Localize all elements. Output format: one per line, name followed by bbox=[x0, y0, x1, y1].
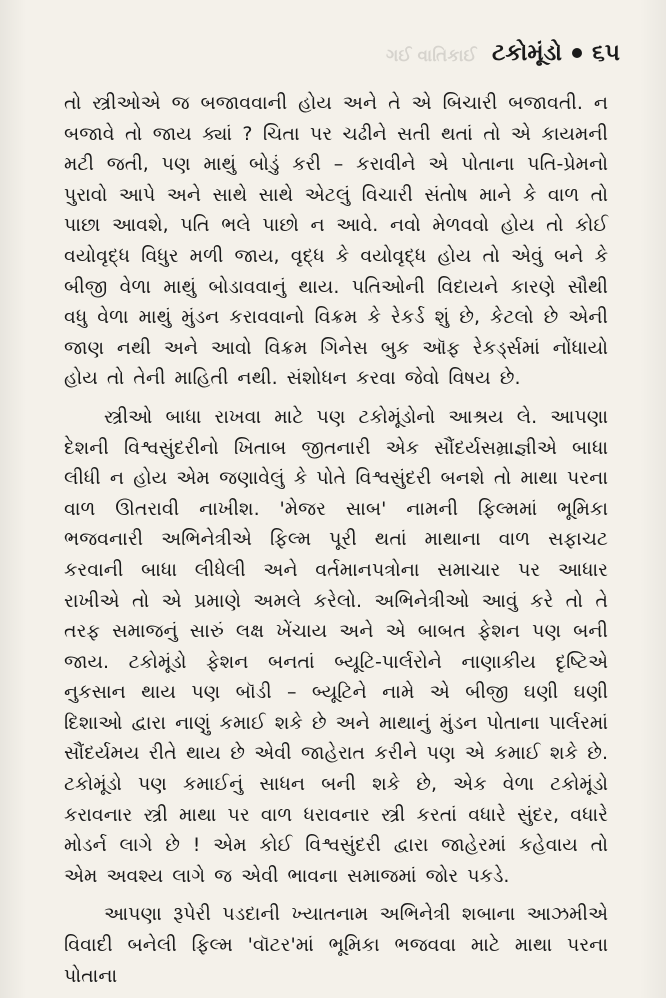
running-header bbox=[492, 40, 620, 66]
paragraph-1: તો સ્ત્રીઓએ જ બજાવવાની હોય અને તે એ બિચારી બજાવતી. ન બજાવે તો જાય ક્યાં ? ચિતા પર ચઢીને સતી થતાં તો એ કાયમની મટી જતી, પણ માથું બોડું કરી – કરાવીને એ પોતાના પતિ-પ્રેમનો પુરાવો આપે અને સાથે સાથે એટલું વિચારી સંતોષ માને કે વાળ તો પાછા આવશે, પતિ ભલે પાછો ન આવે. નવો મેળવવો હોય તો કોઈ વયોવૃદ્ધ વિધુર મળી જાય, વૃદ્ધ કે વયોવૃદ્ધ હોય તો એવું બને કે બીજી વેળા માથું બોડાવવાનું થાય. પતિઓની વિદાયને કારણે સૌથી વધુ વેળા માથું મુંડન કરાવવાનો વિક્રમ કે રેકર્ડ શું છે, કેટલો છે એની જાણ નથી અને આવો વિક્રમ ગિનેસ બુક ઑફ રેકર્ડ્સમાં નોંધાયો હોય તો તેની માહિતી નથી. સંશોધન કરવા જેવો વિષય છે. bbox=[64, 92, 608, 390]
paragraph-2: સ્ત્રીઓ બાધા રાખવા માટે પણ ટકોમૂંડોનો આશ્રય લે. આપણા દેશની વિશ્વસુંદરીનો ખિતાબ જીતનારી એક સૌંદર્યસમ્રાજ્ઞીએ બાધા લીધી ન હોય એમ જણાવેલું કે પોતે વિશ્વસુંદરી બનશે તો માથા પરના વાળ ઊતરાવી નાખીશ. 'મેજર સાબ' નામની ફિલ્મમાં ભૂમિકા ભજવનારી અભિનેત્રીએ ફિલ્મ પૂરી થતાં માથાના વાળ સફાચટ કરવાની બાધા લીધેલી અને વર્તમાનપત્રોના સમાચાર પર આધાર રાખીએ તો એ પ્રમાણે અમલે કરેલો. અભિનેત્રીઓ આવું કરે તો તે તરફ સમાજનું સારું લક્ષ ખેંચાય અને એ બાબત ફેશન પણ બની જાય. ટકોમૂંડો ફેશન બનતાં બ્યૂટિ-પાર્લરોને નાણાકીય દૃષ્ટિએ નુકસાન થાય પણ બૉડી – બ્યૂટિને નામે એ બીજી ઘણી ઘણી દિશાઓ દ્વારા નાણું કમાઈ શકે છે અને માથાનું મુંડન પોતાના પાર્લરમાં સૌંદર્યમય રીતે થાય છે એવી જાહેરાત કરીને પણ એ કમાઈ શકે છે. ટકોમૂંડો પણ કમાઈનું સાધન બની શકે છે, એક વેળા ટકોમૂંડો કરાવનાર સ્ત્રી માથા પર વાળ ધરાવનાર સ્ત્રી કરતાં વધારે સુંદર, વધારે મોડર્ન લાગે છે ! એમ કોઈ વિશ્વસુંદરી દ્વારા જાહેરમાં કહેવાય તો એમ અવશ્ય લાગે જ એવી ભાવના સમાજમાં જોર પકડે. bbox=[64, 405, 608, 887]
page-body bbox=[64, 88, 608, 991]
paragraph-3: આપણા રૂપેરી પડદાની ખ્યાતનામ અભિનેત્રી શબાના આઝમીએ વિવાદી બનેલી ફિલ્મ 'વૉટર'માં ભૂમિકા ભજવવા માટે માથા પરના પોતાના bbox=[64, 903, 608, 987]
page-number: ૬૫ bbox=[592, 40, 620, 66]
bullet-icon bbox=[572, 48, 582, 58]
running-title: ટકોમૂંડો bbox=[492, 40, 562, 66]
bleed-through-text: ગઈ વાતિકાઈ bbox=[386, 46, 477, 66]
